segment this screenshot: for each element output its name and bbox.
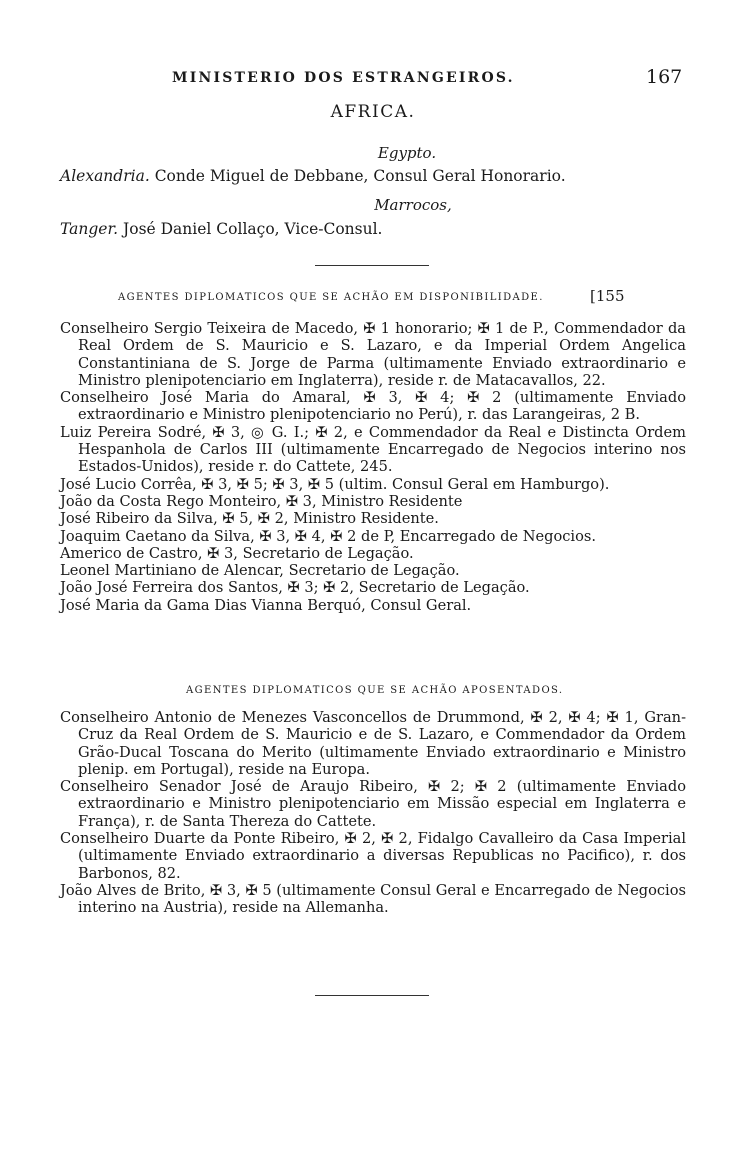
consul-entry-tanger	[60, 220, 382, 238]
running-title: MINISTERIO DOS ESTRANGEIROS.	[172, 70, 515, 86]
page-header	[0, 66, 746, 96]
availability-list	[60, 320, 686, 614]
page-number: 167	[646, 66, 683, 88]
consul-entry-alexandria	[60, 167, 566, 185]
section-title: AFRICA.	[330, 102, 416, 122]
consul-text: Conde Miguel de Debbane, Consul Geral Honorario.	[154, 167, 566, 185]
page-reference: [155	[590, 287, 625, 305]
list-entry: Luiz Pereira Sodré, ✠ 3, ◎ G. I.; ✠ 2, e Commendador da Real e Distincta Ordem Hespanhola de Carlos III (ultimamente Encarregado de Negocios interino nos Estados-Unidos), reside r. do Cattete, 245.	[60, 423, 686, 476]
section-divider	[315, 265, 429, 266]
list-entry: Conselheiro Duarte da Ponte Ribeiro, ✠ 2, ✠ 2, Fidalgo Cavalleiro da Casa Imperial (ultimamente Enviado extraordinario a diversas Republicas no Pacifico), r. dos Barbonos, 82.	[60, 830, 686, 882]
section-divider	[315, 995, 429, 996]
list-entry: Conselheiro José Maria do Amaral, ✠ 3, ✠ 4; ✠ 2 (ultimamente Enviado extraordinario e Ministro plenipotenciario no Perú), r. das Larangeiras, 2 B.	[60, 389, 686, 424]
list-entry: José Maria da Gama Dias Vianna Berquó, Consul Geral.	[60, 596, 472, 614]
list-entry: Conselheiro Senador José de Araujo Ribeiro, ✠ 2; ✠ 2 (ultimamente Enviado extraordinario e Ministro plenipotenciario em Missão especial em Inglaterra e França), r. de Santa Thereza do Cattete.	[60, 778, 686, 830]
list-entry: Americo de Castro, ✠ 3, Secretario de Legação.	[60, 544, 414, 562]
country-heading-morocco: Marrocos,	[374, 196, 452, 214]
list-entry: José Ribeiro da Silva, ✠ 5, ✠ 2, Ministro Residente.	[60, 510, 439, 528]
retired-list	[60, 709, 686, 917]
list-entry: Joaquim Caetano da Silva, ✠ 3, ✠ 4, ✠ 2 de P, Encarregado de Negocios.	[60, 527, 596, 545]
retired-heading: AGENTES DIPLOMATICOS QUE SE ACHÃO APOSENTADOS.	[186, 685, 564, 696]
list-entry: José Lucio Corrêa, ✠ 3, ✠ 5; ✠ 3, ✠ 5 (ultim. Consul Geral em Hamburgo).	[60, 475, 610, 493]
list-entry: Conselheiro Antonio de Menezes Vasconcellos de Drummond, ✠ 2, ✠ 4; ✠ 1, Gran-Cruz da Real Ordem de S. Mauricio e de S. Lazaro, e Commendador da Ordem Grão-Ducal Toscana do Merito (ultimamente Enviado extraordinario e Ministro plenip. em Portugal), reside na Europa.	[60, 709, 686, 778]
country-heading-egypt: Egypto.	[377, 144, 437, 162]
list-entry: Conselheiro Sergio Teixeira de Macedo, ✠ 1 honorario; ✠ 1 de P., Commendador da Real Ordem de S. Mauricio e S. Lazaro, e da Imperial Ordem Angelica Constantiniana de S. Jorge de Parma (ultimamente Enviado extraordinario e Ministro plenipotenciario em Inglaterra), reside r. de Matacavallos, 22.	[60, 320, 686, 389]
list-entry: João Alves de Brito, ✠ 3, ✠ 5 (ultimamente Consul Geral e Encarregado de Negocios interino na Austria), reside na Allemanha.	[60, 881, 686, 917]
place-name: Tanger.	[60, 220, 119, 238]
list-entry: João da Costa Rego Monteiro, ✠ 3, Ministro Residente	[60, 492, 463, 510]
consul-text: José Daniel Collaço, Vice-Consul.	[123, 220, 383, 238]
place-name: Alexandria.	[60, 167, 150, 185]
availability-heading: AGENTES DIPLOMATICOS QUE SE ACHÃO EM DISPONIBILIDADE.	[118, 292, 544, 303]
list-entry: Leonel Martiniano de Alencar, Secretario de Legação.	[60, 562, 460, 580]
list-entry: João José Ferreira dos Santos, ✠ 3; ✠ 2, Secretario de Legação.	[60, 579, 530, 597]
